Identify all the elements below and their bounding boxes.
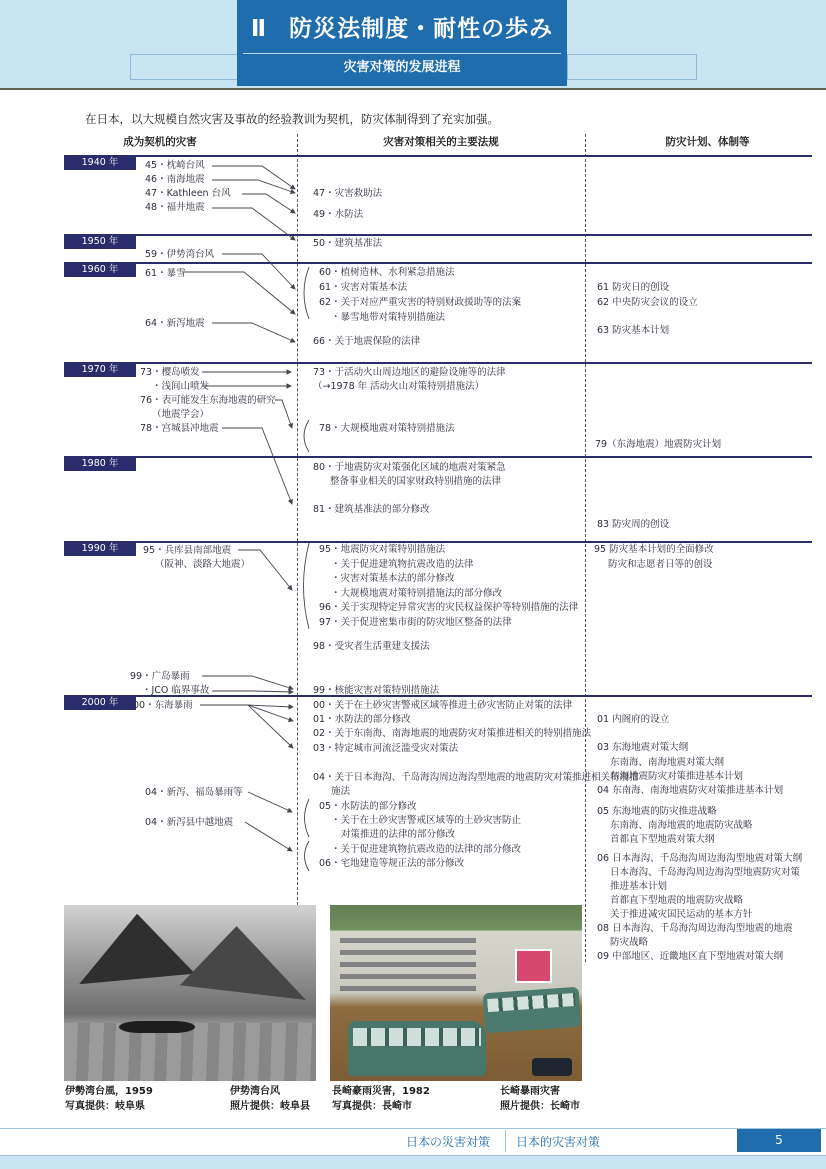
law-item: ・关于促进建筑物抗震改造的法律 (331, 559, 474, 570)
photo-caption-credit: 写真提供：長崎市 (332, 1101, 412, 1112)
disaster-item: 47・Kathleen 台风 (145, 188, 231, 199)
decor-box-left (130, 54, 238, 80)
plan-item: 83 防灾周的创设 (597, 519, 670, 530)
decade-rule-1950 (64, 234, 812, 236)
law-item: 04・关于日本海沟、千岛海沟周边海沟型地震的地震防灾对策推进相关特别措 (313, 772, 639, 783)
photo-pink-sign (515, 949, 552, 983)
disaster-item: 73・樱岛喷发 (140, 367, 200, 378)
disaster-item: 76・表可能发生东海地震的研究 (140, 395, 276, 406)
chapter-number: Ⅱ (250, 16, 268, 42)
law-item: 整备事业相关的国家财政特别措施的法律 (330, 476, 502, 487)
photo-boat (119, 1021, 195, 1033)
law-item: 03・特定城市河流泛滥受灾对策法 (313, 743, 459, 754)
bottom-band (0, 1155, 826, 1169)
decade-label-1940: 1940 年 (64, 155, 136, 170)
plan-item: 08 日本海沟、千岛海沟周边海沟型地震的地震 (597, 923, 793, 934)
footer-title-jp: 日本の災害対策 (405, 1135, 490, 1149)
law-item: 00・关于在土砂灾害警戒区域等推进土砂灾害防止对策的法律 (313, 700, 573, 711)
photo-caption-credit: 写真提供：岐阜県 (65, 1101, 145, 1112)
plan-item: 推进基本计划 (610, 881, 668, 892)
disaster-item: （地震学会） (152, 409, 210, 420)
plan-item: 63 防灾基本计划 (597, 325, 670, 336)
photo-caption-credit: 照片提供：岐阜县 (230, 1101, 310, 1112)
photo-collapsed-roof (180, 926, 306, 1000)
law-item: 61・灾害对策基本法 (319, 282, 408, 293)
law-item: 80・于地震防灾对策强化区域的地震对策紧急 (313, 462, 506, 473)
plan-item: 首都直下型地震的地震防灾战略 (610, 895, 744, 906)
column-separator-2 (585, 134, 586, 962)
plan-item: 防灾战略 (610, 937, 649, 948)
plan-item: 东南海、南海地震的地震防灾战略 (610, 820, 753, 831)
law-item: 05・水防法的部分修改 (319, 801, 417, 812)
law-item: （→1978 年 活动火山对策特别措施法） (313, 381, 485, 392)
law-item: 99・核能灾害对策特别措施法 (313, 685, 440, 696)
photo-caption (500, 1084, 580, 1114)
law-item: 96・关于实现特定异常灾害的灾民权益保护等特别措施的法律 (319, 602, 579, 613)
photo-caption (230, 1084, 310, 1114)
chapter-title-block (237, 0, 567, 86)
plan-item: 61 防灾日的创设 (597, 282, 670, 293)
footer-divider (505, 1130, 506, 1152)
chapter-title-text: 防災法制度・耐性の歩み (289, 16, 554, 42)
photo-bus-windows (487, 992, 576, 1012)
decade-label-1990: 1990 年 (64, 541, 136, 556)
law-item: 施法 (331, 786, 351, 797)
plan-item: 06 日本海沟、千岛海沟周边海沟型地震对策大纲 (597, 853, 803, 864)
plan-item: 首都直下型地震对策大纲 (610, 834, 715, 845)
photo-caption-title: 伊势湾台风 (230, 1086, 280, 1097)
plan-item: 01 内阁府的设立 (597, 714, 670, 725)
law-item: 02・关于东南海、南海地震的地震防灾对策推进相关的特别措施法 (313, 728, 592, 739)
law-item: ・灾害对策基本法的部分修改 (331, 573, 455, 584)
disaster-item: 99・广岛暴雨 (130, 671, 190, 682)
column-header-laws: 灾害对策相关的主要法规 (383, 136, 499, 148)
plan-item: 东南海、南海地震对策大纲 (610, 757, 725, 768)
chapter-title (237, 10, 567, 43)
law-item: 60・植树造林、水利紧急措施法 (319, 267, 455, 278)
photo-caption-title: 長崎豪雨災害，1982 (332, 1086, 430, 1097)
plan-item: 62 中央防灾会议的设立 (597, 297, 698, 308)
law-item: 73・于活动火山周边地区的避险设施等的法律 (313, 367, 506, 378)
top-band (0, 0, 826, 90)
disaster-item: ・JCO 临界事故 (142, 685, 210, 696)
decade-label-1960: 1960 年 (64, 262, 136, 277)
decade-label-1970: 1970 年 (64, 362, 136, 377)
disaster-item: 61・暴雪 (145, 268, 186, 279)
law-item: 49・水防法 (313, 209, 364, 220)
plan-item: 05 东海地震的防灾推进战略 (597, 806, 717, 817)
decade-label-1950: 1950 年 (64, 234, 136, 249)
photo-building-windows (340, 938, 476, 991)
photo-car (532, 1058, 572, 1076)
disaster-item: 00・东海暴雨 (133, 700, 193, 711)
law-item: 06・宅地建造等规正法的部分修改 (319, 858, 465, 869)
disaster-item: ・浅间山喷发 (152, 381, 210, 392)
photo-bus (482, 986, 580, 1033)
chapter-subtitle: 灾害对策的发展进程 (243, 53, 561, 82)
column-header-plans: 防灾计划、体制等 (665, 136, 750, 148)
decade-rule-1990 (64, 541, 812, 543)
plan-item: 关于推进减灾国民运动的基本方针 (610, 909, 753, 920)
photo-bus-windows (353, 1028, 481, 1047)
decade-rule-1960 (64, 262, 812, 264)
decor-box-right (567, 54, 697, 80)
footer-title-cn: 日本的灾害对策 (516, 1135, 601, 1149)
decade-label-1980: 1980 年 (64, 456, 136, 471)
photo-caption-title: 伊勢湾台風，1959 (65, 1086, 153, 1097)
law-item: 47・灾害救助法 (313, 188, 383, 199)
photo-ise-bay-typhoon (64, 905, 316, 1081)
law-item: 78・大规模地震对策特别措施法 (319, 423, 455, 434)
plan-item: 日本海沟、千岛海沟周边海沟型地震防灾对策 (610, 867, 801, 878)
law-item: 81・建筑基准法的部分修改 (313, 504, 430, 515)
column-header-disasters: 成为契机的灾害 (123, 136, 197, 148)
disaster-item: （阪神、淡路大地震） (155, 559, 251, 570)
law-item: ・大规模地震对策特别措施法的部分修改 (331, 588, 503, 599)
plan-item: 防灾和志愿者日等的创设 (608, 559, 713, 570)
plan-item: 东海地震防灾对策推进基本计划 (610, 771, 744, 782)
page-number: 5 (737, 1129, 821, 1152)
law-item: 97・关于促进密集市街的防灾地区整备的法律 (319, 617, 512, 628)
disaster-item: 78・宫城县冲地震 (140, 423, 219, 434)
law-item: 66・关于地震保险的法律 (313, 336, 421, 347)
disaster-item: 04・新泻县中越地震 (145, 817, 234, 828)
plan-item: 95 防灾基本计划的全面修改 (594, 544, 714, 555)
law-item: ・关于促进建筑物抗震改造的法律的部分修改 (331, 844, 522, 855)
disaster-item: 46・南海地震 (145, 174, 205, 185)
law-item: 01・水防法的部分修改 (313, 714, 411, 725)
photo-flood-water (64, 1023, 316, 1081)
photo-caption (65, 1084, 153, 1114)
decade-rule-1980 (64, 456, 812, 458)
law-item: ・关于在土砂灾害警戒区域等的土砂灾害防止 (331, 815, 522, 826)
photo-collapsed-roof (79, 914, 195, 984)
column-separator-1 (297, 134, 298, 905)
photo-nagasaki-flood (330, 905, 582, 1081)
disaster-item: 45・枕崎台风 (145, 160, 205, 171)
plan-item: 03 东海地震对策大纲 (597, 742, 689, 753)
photo-bus (348, 1021, 487, 1076)
disaster-item: 48・福井地震 (145, 202, 205, 213)
disaster-item: 04・新泻、福岛暴雨等 (145, 787, 243, 798)
decade-rule-1970 (64, 362, 812, 364)
disaster-item: 59・伊势湾台风 (145, 249, 215, 260)
plan-item: 09 中部地区、近畿地区直下型地震对策大纲 (597, 951, 784, 962)
plan-item: 04 东南海、南海地震防灾对策推进基本计划 (597, 785, 784, 796)
law-item: 95・地震防灾对策特别措施法 (319, 544, 446, 555)
law-item: 对策推进的法律的部分修改 (341, 829, 456, 840)
photo-caption-title: 长崎暴雨灾害 (500, 1086, 560, 1097)
decade-rule-1940 (64, 155, 812, 157)
law-item: 62・关于对应严重灾害的特别财政援助等的法案 (319, 297, 522, 308)
disaster-item: 64・新泻地震 (145, 318, 205, 329)
law-item: ・暴雪地带对策特别措施法 (331, 312, 446, 323)
law-item: 98・受灾者生活重建支援法 (313, 641, 430, 652)
photo-caption-credit: 照片提供：长崎市 (500, 1101, 580, 1112)
law-item: 50・建筑基准法 (313, 238, 383, 249)
plan-item: 79（东海地震）地震防灾计划 (595, 439, 722, 450)
disaster-item: 95・兵库县南部地震 (143, 545, 232, 556)
intro-text: 在日本，以大规模自然灾害及事故的经验教训为契机，防灾体制得到了充实加强。 (85, 112, 499, 126)
decade-label-2000: 2000 年 (64, 695, 136, 710)
photo-caption (332, 1084, 430, 1114)
footer-rule-top (0, 1128, 826, 1129)
